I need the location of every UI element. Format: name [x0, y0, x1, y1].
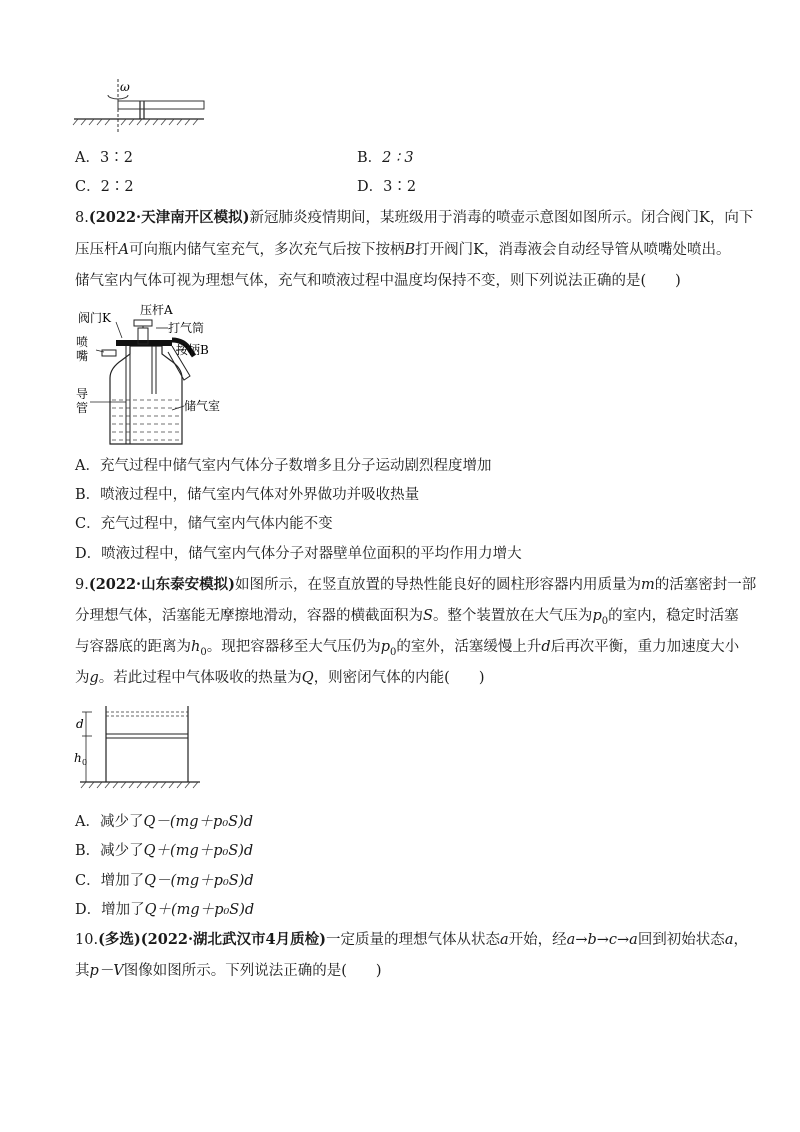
- label-nozzle-1: 喷: [76, 335, 89, 349]
- option-expression: Q＋(mg＋p₀S)d: [143, 843, 254, 859]
- option-expression: Q－(mg＋p₀S)d: [143, 814, 254, 830]
- option-letter: C．: [75, 179, 101, 195]
- q9-option-c[interactable]: C．增加了Q－(mg＋p₀S)d: [75, 873, 254, 889]
- question-source: (2022·山东泰安模拟): [88, 576, 235, 593]
- question-source: (2022·天津南开区模拟): [88, 209, 250, 226]
- option-expression: Q－(mg＋p₀S)d: [144, 873, 254, 889]
- option-text: 2 ∶ 3: [382, 150, 414, 166]
- option-letter: D．: [75, 546, 102, 562]
- q8-option-d[interactable]: [75, 544, 522, 564]
- q7-option-b[interactable]: [357, 148, 414, 168]
- option-letter: C．: [75, 516, 101, 532]
- option-text: 充气过程中，储气室内气体内能不变: [100, 516, 333, 532]
- label-nozzle-2: 嘴: [76, 349, 89, 363]
- option-letter: A．: [75, 150, 100, 166]
- option-letter: D．: [357, 179, 384, 195]
- option-letter: C．: [75, 873, 101, 889]
- q8-option-b[interactable]: [75, 485, 419, 505]
- option-expression: Q＋(mg＋p₀S)d: [144, 902, 255, 918]
- question-tag: (多选): [98, 931, 141, 948]
- option-letter: A．: [75, 814, 100, 830]
- cylinder-figure: [72, 700, 212, 792]
- q9-option-a[interactable]: A．减少了Q－(mg＋p₀S)d: [75, 814, 254, 830]
- label-rod: 压杆A: [140, 303, 173, 317]
- label-tube-2: 管: [76, 401, 89, 415]
- option-letter: B．: [357, 150, 383, 166]
- label-tube-1: 导: [76, 387, 89, 401]
- q9-option-d[interactable]: D．增加了Q＋(mg＋p₀S)d: [75, 902, 255, 918]
- q9-stem-line1: 9.(2022·山东泰安模拟)如图所示，在竖直放置的导热性能良好的圆柱形容器内用质量为m的活塞密封一部: [75, 576, 757, 593]
- q10-stem-line2: 其p－V图像如图所示。下列说法正确的是( ): [75, 963, 382, 979]
- option-text: 充气过程中储气室内气体分子数增多且分子运动剧烈程度增加: [99, 458, 492, 474]
- label-h-sub: 0: [82, 758, 88, 767]
- question-source: (2022·湖北武汉市4月质检): [140, 931, 327, 948]
- q8-option-c[interactable]: [75, 514, 333, 534]
- q9-option-b[interactable]: B．减少了Q＋(mg＋p₀S)d: [75, 843, 254, 859]
- q8-stem-line3: 储气室内气体可视为理想气体，充气和喷液过程中温度均保持不变，则下列说法正确的是( ): [75, 273, 681, 289]
- omega-label: ω: [120, 80, 130, 94]
- q7-option-c[interactable]: [75, 177, 134, 197]
- q8-option-a[interactable]: [75, 456, 491, 476]
- label-pump: 打气筒: [168, 321, 205, 335]
- q10-stem-line1: 10.(多选)(2022·湖北武汉市4月质检)一定质量的理想气体从状态a开始，经a→b→c→a回到初始状态a，: [75, 931, 748, 948]
- option-text: 喷液过程中，储气室内气体对外界做功并吸收热量: [100, 487, 420, 503]
- option-letter: A．: [75, 458, 100, 474]
- label-d: d: [76, 717, 84, 731]
- question-number: 10.: [75, 932, 99, 948]
- q9-stem-line2: 分理想气体，活塞能无摩擦地滑动，容器的横截面积为S。整个装置放在大气压为$p_0$的室内，稳定时活塞: [75, 608, 739, 627]
- q9-stem-line3: 与容器底的距离为$h_0$。现把容器移至大气压仍为$p_0$的室外，活塞缓慢上升d后再次平衡，重力加速度大小: [75, 639, 740, 658]
- q9-stem-line4: 为g。若此过程中气体吸收的热量为Q，则密闭气体的内能( ): [75, 670, 485, 686]
- label-valve: 阀门K: [78, 311, 111, 325]
- q8-stem-line1: 8.(2022·天津南开区模拟)新冠肺炎疫情期间，某班级用于消毒的喷壶示意图如图所示。闭合阀门K，向下: [75, 209, 754, 226]
- option-text: 喷液过程中，储气室内气体分子对器壁单位面积的平均作用力增大: [101, 546, 522, 562]
- question-number: 9.: [75, 577, 89, 593]
- option-text: 2∶2: [100, 179, 134, 195]
- option-letter: D．: [75, 902, 102, 918]
- option-text: 3∶2: [99, 150, 133, 166]
- label-handle: 按柄B: [176, 343, 209, 357]
- label-chamber: 储气室: [184, 399, 221, 413]
- q7-figure: [70, 75, 210, 137]
- q7-option-d[interactable]: [357, 177, 416, 197]
- q7-option-a[interactable]: [75, 148, 133, 168]
- option-letter: B．: [75, 843, 101, 859]
- option-letter: B．: [75, 487, 101, 503]
- option-text: 3∶2: [383, 179, 417, 195]
- question-number: 8.: [75, 210, 89, 226]
- sprayer-figure: [72, 298, 262, 446]
- q8-stem-line2: 压压杆A可向瓶内储气室充气，多次充气后按下按柄B打开阀门K，消毒液会自动经导管从喷嘴处喷出。: [75, 242, 731, 258]
- label-h: h: [74, 751, 82, 765]
